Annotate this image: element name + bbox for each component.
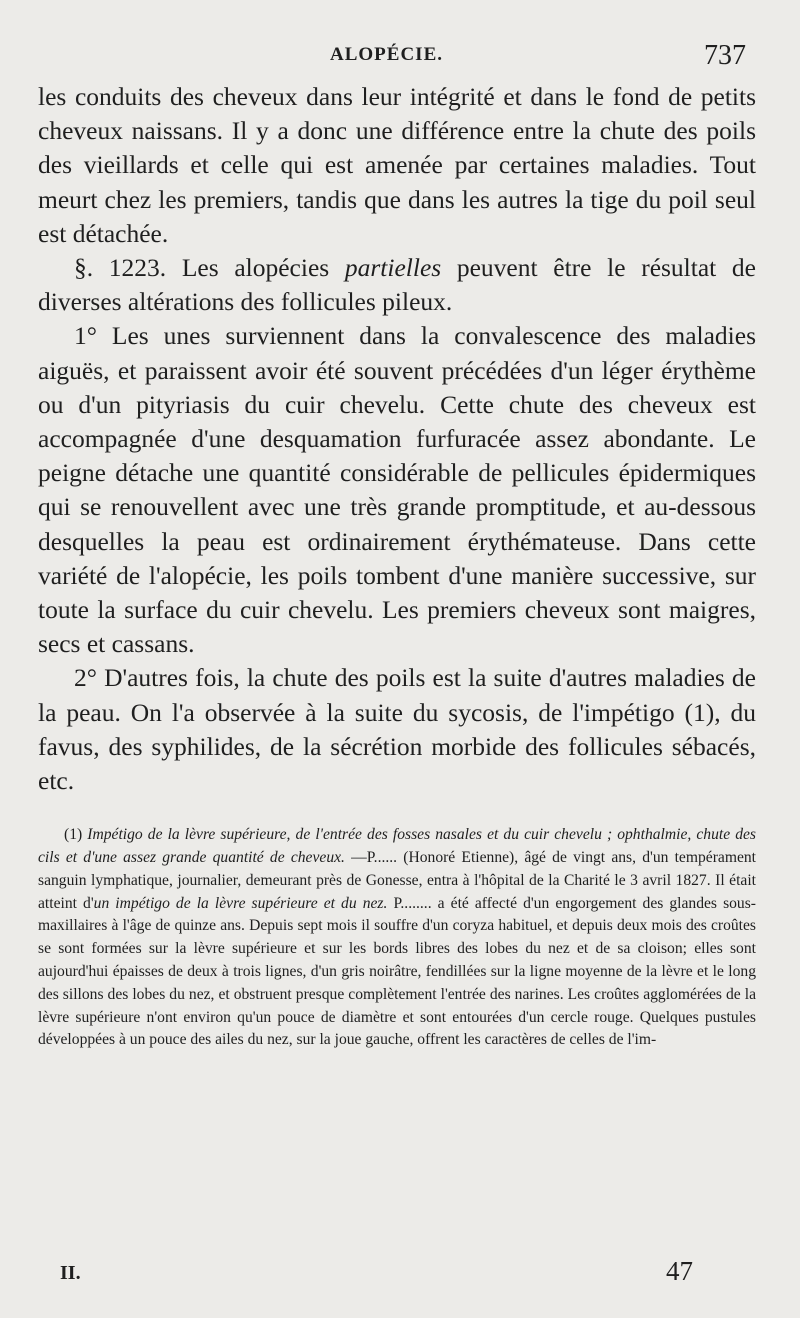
sheet-number: 47 [666,1256,693,1286]
page-header [38,38,756,80]
page-number: 737 [704,40,746,71]
paragraph-continuation: les conduits des cheveux dans leur intégrité et dans le fond de petits cheveux naissans. Il y a donc une différence entre la chute des poils des vieillards et celle qui est amenée par certaines maladies. Tout meurt chez les premiers, tandis que dans les autres la tige du poil seul est détachée. [38,82,756,248]
footnote-text-part-1: —P...... (Honoré Etienne), âgé de vingt ans, d'un tempérament sanguin lymphatique, journalier, demeurant près de Gonesse, entra à l'hôpital de la Charité le 3 avril 1827. Il était atteint d' [38,849,756,912]
paragraph-section-1223-start: §. 1223. Les alopécies [74,253,345,283]
footnote-title: Impétigo de la lèvre supérieure, de l'entrée des fosses nasales et du cuir chevelu ; ophthalmie, chute des cils et d'une assez grande quantité de cheveux. [38,826,756,867]
paragraph-point-2: 2° D'autres fois, la chute des poils est la suite d'autres maladies de la peau. On l'a observée à la suite du sycosis, de l'impétigo (1), du favus, des syphilides, de la sécrétion morbide des follicules sébacés, etc. [38,663,756,796]
paragraph-point-1: 1° Les unes surviennent dans la convalescence des maladies aiguës, et paraissent avoir été souvent précédées d'un léger érythème ou d'un pityriasis du cuir chevelu. Cette chute des cheveux est accompagnée d'une desquamation furfuracée assez abondante. Le peigne détache une quantité considérable de pellicules épidermiques qui se renouvellent avec une très grande promptitude, et au-dessous desquelles la peau est ordinairement érythémateuse. Dans cette variété de l'alopécie, les poils tombent d'une manière successive, sur toute la surface du cuir chevelu. Les premiers cheveux sont maigres, secs et cassans. [38,321,756,659]
footnote-1 [38,824,756,1052]
footnote-diagnosis: un impétigo de la lèvre supérieure et du nez. [93,894,388,912]
running-title: ALOPÉCIE. [330,44,443,65]
emphasis-partielles: partielles [344,253,442,283]
main-text [38,80,756,798]
paragraph-section-1223 [38,251,756,319]
paragraph-section-1223-end: peuvent être le résultat de diverses altérations des follicules pileux. [38,253,756,317]
signature-mark: II. [60,1262,81,1284]
footnote-text-part-2: P........ a été affecté d'un engorgement des glandes sous-maxillaires à l'âge de quinze ans. Depuis sept mois il souffre d'un coryza habituel, et depuis deux mois des croûtes se sont formées sur la lèvre supérieure et sur les bords libres des lobes du nez et de sa cloison; elles sont aujourd'hui épaisses de deux à trois lignes, d'un gris noirâtre, fendillées sur la ligne moyenne de la lèvre et le long des sillons des lobes du nez, et obstruent presque complètement l'entrée des narines. Les croûtes agglomérées de la lèvre supérieure n'ont environ qu'un pouce de diamètre et sont entourées d'un cercle rouge. Quelques pustules développées à un pouce des ailes du nez, sur la joue gauche, offrent les caractères de celles de l'im- [38,894,756,1049]
footnote-marker: (1) [64,826,88,844]
footnote-block [38,824,756,1052]
